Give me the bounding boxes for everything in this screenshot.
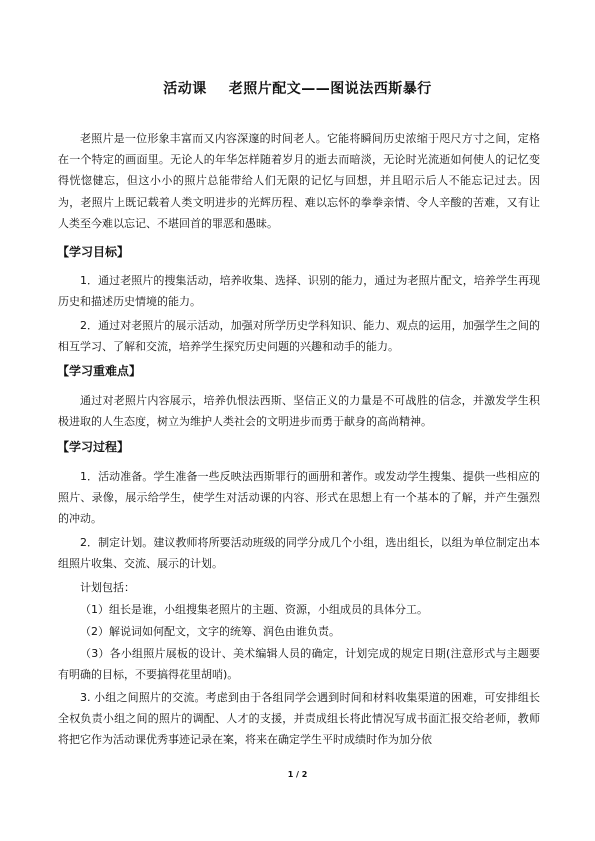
plan-item-2: （2）解说词如何配文，文字的统筹、润色由谁负责。 bbox=[80, 625, 340, 638]
goal-item-1: 1．通过老照片的搜集活动，培养收集、选择、识别的能力，通过为老照片配文，培养学生再现历史和描述历史情境的能力。 bbox=[58, 274, 540, 309]
process-step-3: 3. 小组之间照片的交流。考虑到由于各组同学会遇到时间和材料收集渠道的困难，可安排组长全权负责小组之间的照片的调配、人才的支援，并责成组长将此情况写成书面汇报交给老师，教师将把它作为活动课优秀事迹记录在案，将来在确定学生平时成绩时作为加分依 bbox=[58, 691, 540, 747]
page-number: 1 / 2 bbox=[287, 770, 308, 779]
plan-item-1: （1）组长是谁，小组搜集老照片的主题、资源，小组成员的具体分工。 bbox=[80, 603, 428, 616]
goal-item-2: 2．通过对老照片的展示活动，加强对所学历史学科知识、能力、观点的运用，加强学生之间的相互学习、了解和交流，培养学生探究历史问题的兴趣和动手的能力。 bbox=[58, 319, 540, 354]
page-title bbox=[0, 78, 595, 98]
plan-item-3: （3）各小组照片展板的设计、美术编辑人员的确定，计划完成的规定日期(注意形式与主题要有明确的目标，不要搞得花里胡哨)。 bbox=[58, 647, 540, 682]
process-heading: 【学习过程】 bbox=[57, 440, 130, 454]
intro-paragraph: 老照片是一位形象丰富而又内容深邃的时间老人。它能将瞬间历史浓缩于咫尺方寸之间，定格在一个特定的画面里。无论人的年华怎样随着岁月的逝去而暗淡，无论时光流逝如何使人的记忆变得恍惚健忘，但这小小的照片总能带给人们无限的记忆与回想，并且昭示后人不能忘记过去。因为，老照片上既记载着人类文明进步的光辉历程、难以忘怀的拳拳亲情、令人辛酸的苦难，又有让人类至今难以忘记、不堪回首的罪恶和愚昧。 bbox=[58, 132, 540, 230]
title-right: 老照片配文——图说法西斯暴行 bbox=[228, 81, 432, 97]
title-left: 活动课 bbox=[163, 81, 207, 97]
keypoints-heading: 【学习重难点】 bbox=[57, 364, 142, 378]
process-step-1: 1．活动准备。学生准备一些反映法西斯罪行的画册和著作。或发动学生搜集、提供一些相应的照片、录像，展示给学生，使学生对活动课的内容、形式在思想上有一个基本的了解，并产生强烈的冲动。 bbox=[58, 470, 540, 526]
plan-label: 计划包括： bbox=[80, 581, 135, 594]
process-step-2: 2．制定计划。建议教师将所要活动班级的同学分成几个小组，选出组长，以组为单位制定出本组照片收集、交流、展示的计划。 bbox=[58, 536, 540, 571]
keypoints-text: 通过对老照片内容展示，培养仇恨法西斯、坚信正义的力量是不可战胜的信念，并激发学生积极进取的人生态度，树立为维护人类社会的文明进步而勇于献身的高尚精神。 bbox=[58, 394, 540, 429]
goals-heading: 【学习目标】 bbox=[57, 245, 130, 259]
